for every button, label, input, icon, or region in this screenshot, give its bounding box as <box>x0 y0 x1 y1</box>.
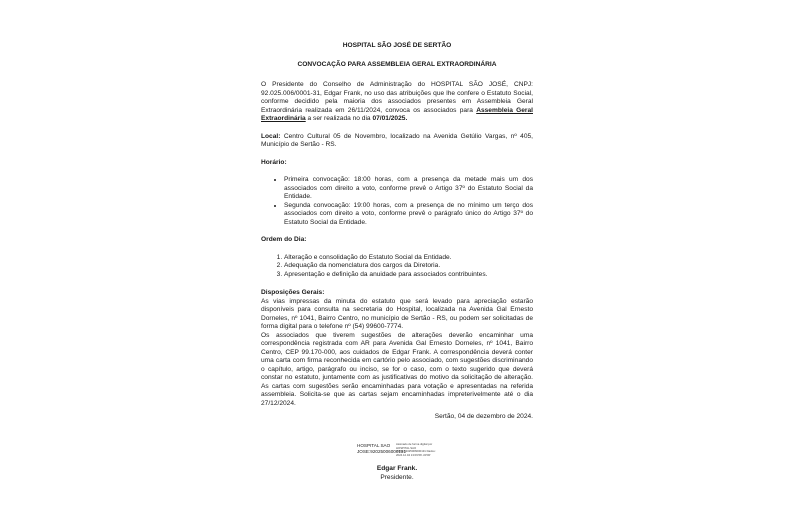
list-item: • Segunda convocação: 19:00 horas, com a presença de no mínimo um terço dos associados com direito a voto, conforme prevê o parágrafo único do Artigo 37º do Estatuto Social da Entidade. <box>284 202 533 228</box>
intro-text-part2: a ser realizada no dia <box>305 115 373 122</box>
document-subject: CONVOCAÇÃO PARA ASSEMBLEIA GERAL EXTRAORDINÁRIA <box>297 60 497 68</box>
digital-signature-detail: Assinado de forma digital por HOSPITAL SAO JOSE:92025006000131 Dados: 2024.12.04 13:09:58 -03'00' <box>396 442 436 457</box>
assembly-date: 07/01/2025. <box>372 115 408 122</box>
intro-text-part1: O Presidente do Conselho de Administração do HOSPITAL SÃO JOSÉ, CNPJ: 92.025.006/0001-31, Edgar Frank, no uso das atribuições que lhe confere o Estatuto Social, conforme decidido pela maioria dos associados presentes em Assembleia Geral Extraordinária realizada em 26/11/2024, convoca os associados para <box>261 81 533 114</box>
list-item: 3. Apresentação e definição da anuidade para associados contribuintes. <box>284 271 533 280</box>
horario-heading: Horário: <box>261 158 287 166</box>
list-item: • Primeira convocação: 18:00 horas, com a presença da metade mais um dos associados com direito a voto, conforme prevê o Artigo 37º do Estatuto Social da Entidade. <box>284 176 533 202</box>
document-header: HOSPITAL SÃO JOSÉ DE SERTÃO <box>342 42 452 49</box>
signer-role: Presidente. <box>380 473 414 481</box>
disposicoes-paragraph-2: Os associados que tiverem sugestões de alterações deverão encaminhar uma correspondência registrada com AR para Avenida Gal Ernesto Dorneles, nº 1041, Bairro Centro, CEP 99.170-000, aos cuidados de Edgar Frank. A correspondência deverá conter uma carta com firma reconhecida em cartório pelo associado, com sugestões discriminando o capítulo, artigo, parágrafo ou inciso, se for o caso, com o texto sugerido que deverá constar no estatuto, juntamente com as justificativas do motivo da solicitação de alteração. As cartas com sugestões serão encaminhadas para votação e apresentadas na referida assembleia. Solicita-se que as cartas sejam encaminhadas impreterivelmente até o dia 27/12/2024. <box>261 331 533 407</box>
local-label: Local: <box>261 132 281 140</box>
local-text: Centro Cultural 05 de Novembro, localizado na Avenida Getúlio Vargas, nº 405, Município de Sertão - RS. <box>261 132 533 148</box>
digital-signature-name: HOSPITAL SAO JOSE:92025006000131 <box>357 443 407 454</box>
signer-block <box>261 465 533 482</box>
disposicoes-heading: Disposições Gerais: <box>261 289 325 296</box>
ordem-heading: Ordem do Dia: <box>261 236 307 243</box>
horario-list <box>261 176 533 227</box>
local-paragraph <box>261 133 533 150</box>
list-item: 1. Alteração e consolidação do Estatuto Social da Entidade. <box>284 254 533 263</box>
disposicoes-paragraph-1: As vias impressas da minuta do estatuto que será levado para apreciação estarão disponíveis para consulta na secretaria do Hospital, localizada na Avenida Gal Ernesto Dorneles, nº 1041, Bairro Centro, no município de Sertão - RS, ou podem ser solicitadas de forma digital para o telefone nº (54) 99600-7774. <box>261 297 533 330</box>
document-page <box>261 42 533 422</box>
list-item: 2. Adequação da nomenclatura dos cargos da Diretoria. <box>284 262 533 271</box>
intro-paragraph <box>261 81 533 124</box>
date-line: Sertão, 04 de dezembro de 2024. <box>434 413 533 420</box>
ordem-list <box>261 254 533 280</box>
assembly-emphasis: Assembleia Geral Extraordinária <box>261 106 533 122</box>
signer-name: Edgar Frank. <box>376 465 418 472</box>
